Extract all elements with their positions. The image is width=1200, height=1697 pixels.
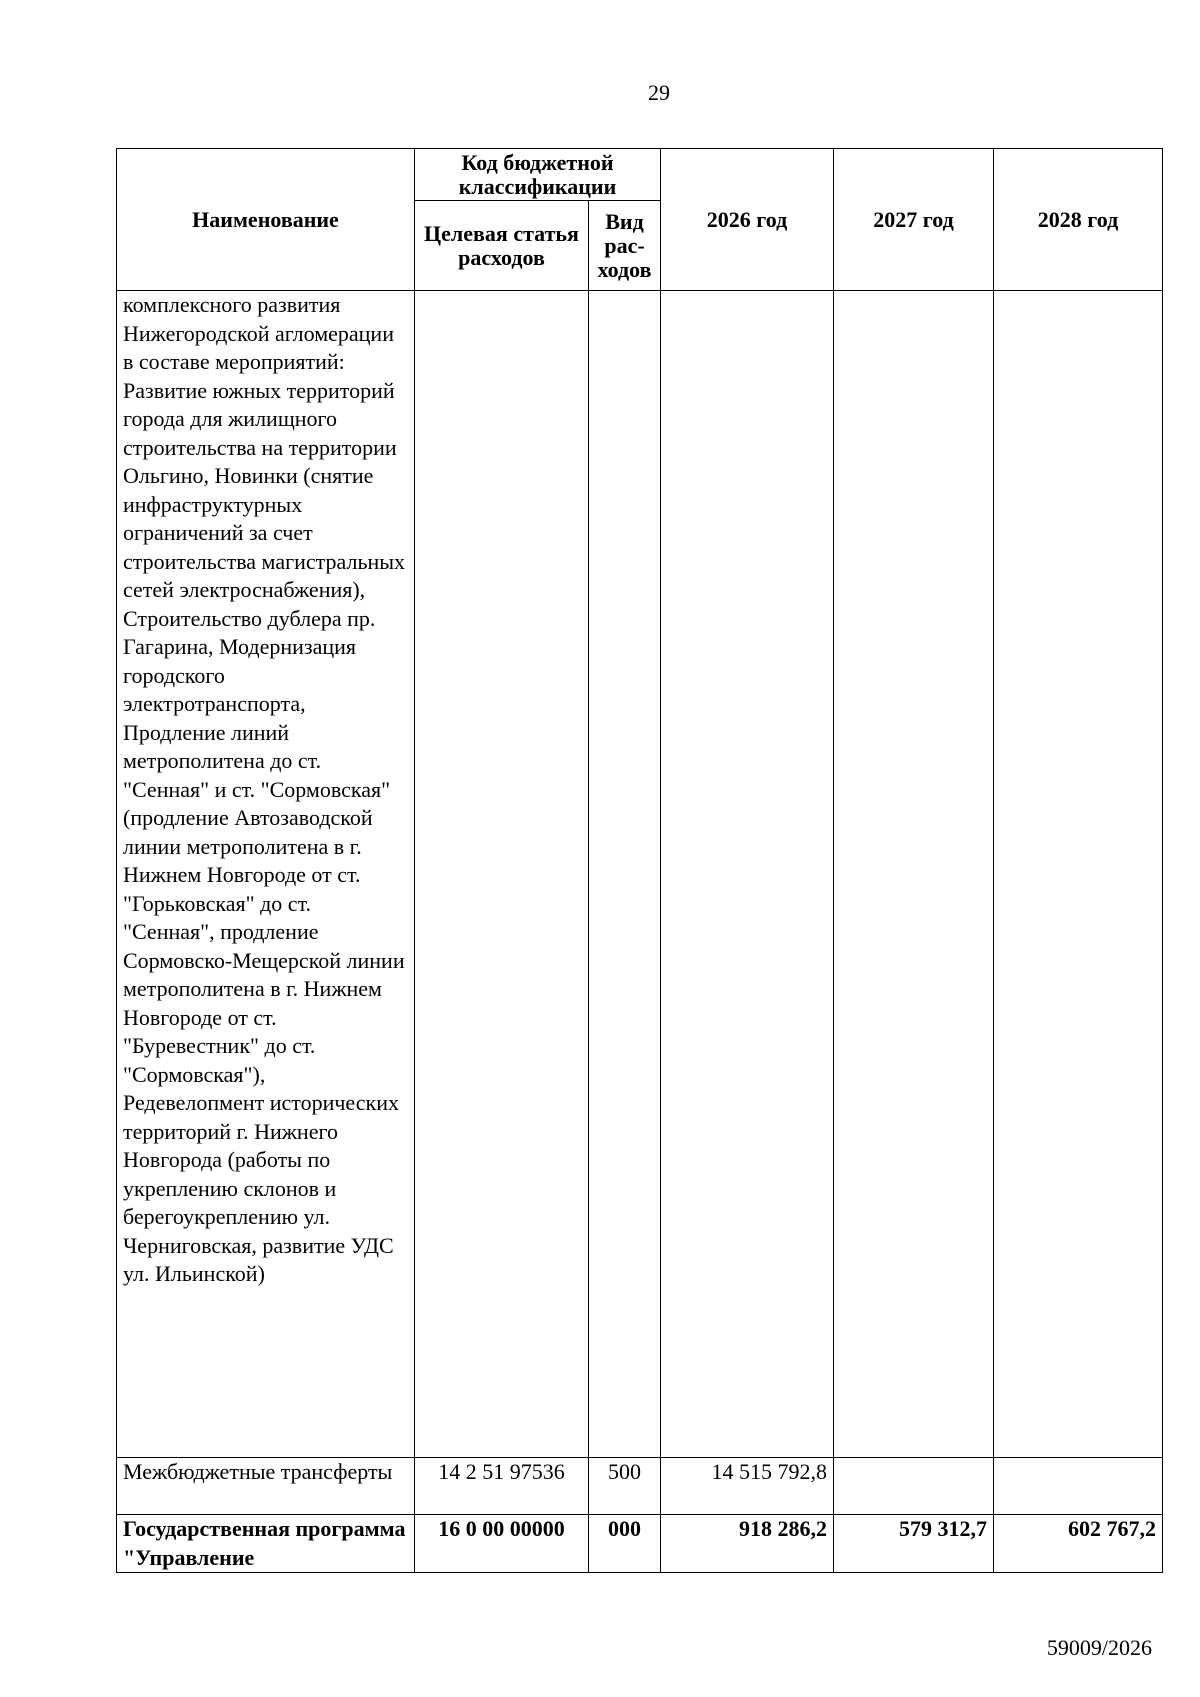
row-2027: 579 312,7 <box>834 1515 994 1573</box>
row-2027 <box>834 1458 994 1515</box>
page-number: 29 <box>648 80 670 105</box>
row-name: Государственная программа "Управление <box>117 1515 415 1573</box>
row-target-article <box>415 291 589 1458</box>
row-2026 <box>661 291 834 1458</box>
table-row <box>117 291 1163 1458</box>
header-name: Наименование <box>117 149 415 291</box>
header-expense-type: Вид рас-ходов <box>589 201 661 291</box>
row-2028 <box>994 291 1163 1458</box>
header-code-group: Код бюджетной классификации <box>415 149 661 201</box>
header-target-article: Целевая статья расходов <box>415 201 589 291</box>
header-year-2026: 2026 год <box>661 149 834 291</box>
row-target-article: 14 2 51 97536 <box>415 1458 589 1515</box>
row-name: комплексного развития Нижегородской агломерации в составе мероприятий: Развитие южных территорий города для жилищного строительства на территории Ольгино, Новинки (снятие инфраструктурных ограничений за счет строительства магистральных сетей электроснабжения), Строительство дублера пр. Гагарина, Модернизация городского электротранспорта, Продление линий метрополитена до ст. "Сенная" и ст. "Сормовская" (продление Автозаводской линии метрополитена в г. Нижнем Новгороде от ст. "Горьковская" до ст. "Сенная", продление Сормовско-Мещерской линии метрополитена в г. Нижнем Новгороде от ст. "Буревестник" до ст. "Сормовская"), Редевелопмент исторических территорий г. Нижнего Новгорода (работы по укреплению склонов и берегоукреплению ул. Черниговская, развитие УДС ул. Ильинской) <box>117 291 415 1458</box>
row-2028: 602 767,2 <box>994 1515 1163 1573</box>
document-number: 59009/2026 <box>1046 1635 1152 1660</box>
row-2027 <box>834 291 994 1458</box>
row-2026: 14 515 792,8 <box>661 1458 834 1515</box>
row-name: Межбюджетные трансферты <box>117 1458 415 1515</box>
table-row <box>117 1458 1163 1515</box>
row-expense-type: 000 <box>589 1515 661 1573</box>
row-2028 <box>994 1458 1163 1515</box>
budget-table <box>116 148 1163 1573</box>
table-row <box>117 1515 1163 1573</box>
row-expense-type: 500 <box>589 1458 661 1515</box>
row-expense-type <box>589 291 661 1458</box>
header-year-2027: 2027 год <box>834 149 994 291</box>
row-2026: 918 286,2 <box>661 1515 834 1573</box>
header-year-2028: 2028 год <box>994 149 1163 291</box>
row-target-article: 16 0 00 00000 <box>415 1515 589 1573</box>
